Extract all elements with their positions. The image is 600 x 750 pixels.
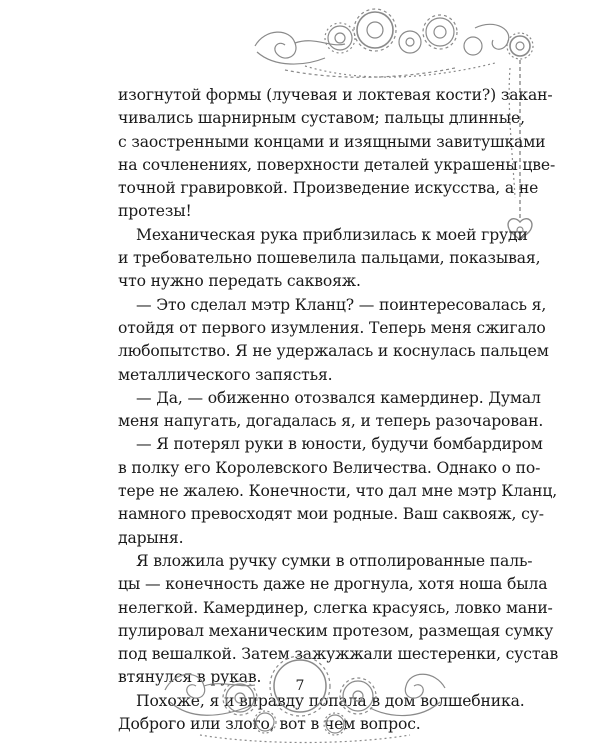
text-line: точной гравировкой. Произведение искусства, а не (118, 179, 539, 198)
text-line: цы — конечность даже не дрогнула, хотя ноша была (118, 575, 548, 594)
text-line: отойдя от первого изумления. Теперь меня сжигало (118, 318, 546, 337)
paragraph (118, 84, 556, 224)
body-text (118, 84, 559, 736)
text-line: — Да, — обиженно отозвался камердинер. Думал (136, 388, 541, 407)
text-line: металлического запястья. (118, 365, 333, 384)
text-line: дарыня. (118, 528, 184, 547)
steampunk-gear-ornament-bottom (160, 640, 450, 750)
text-line: что нужно передать саквояж. (118, 272, 361, 291)
text-line: под вешалкой. Затем зажужжали шестеренки, сустав (118, 645, 559, 664)
text-line: втянулся в рукав. (118, 668, 262, 687)
text-line: Доброго или злого, вот в чем вопрос. (118, 715, 421, 734)
text-line: Похоже, я и вправду попала в дом волшебника. (136, 691, 525, 710)
text-line: на сочленениях, поверхности деталей украшены цве- (118, 155, 556, 174)
text-line: меня напугать, догадалась я, и теперь разочарован. (118, 412, 544, 431)
paragraph (118, 387, 544, 434)
paragraph (118, 224, 541, 294)
text-line: — Это сделал мэтр Кланц? — поинтересовалась я, (136, 295, 547, 314)
text-line: любопытство. Я не удержалась и коснулась пальцем (118, 342, 549, 361)
text-line: чивались шарнирным суставом; пальцы длинные, (118, 109, 525, 128)
page-number: 7 (295, 678, 305, 694)
text-line: тере не жалею. Конечности, что дал мне мэтр Кланц, (118, 482, 558, 501)
text-line: протезы! (118, 202, 192, 221)
text-line: Я вложила ручку сумки в отполированные паль- (136, 551, 533, 570)
text-line: с заостренными концами и изящными завитушками (118, 132, 546, 151)
text-line: и требовательно пошевелила пальцами, показывая, (118, 249, 541, 268)
text-line: намного превосходят мои родные. Ваш саквояж, су- (118, 505, 544, 524)
text-line: Механическая рука приблизилась к моей груди (136, 225, 528, 244)
paragraph (118, 294, 549, 387)
paragraph (118, 433, 558, 549)
text-line: в полку его Королевского Величества. Однако о по- (118, 458, 541, 477)
text-line: — Я потерял руки в юности, будучи бомбардиром (136, 435, 543, 454)
text-line: пулировал механическим протезом, размещая сумку (118, 621, 554, 640)
text-line: нелегкой. Камердинер, слегка красуясь, ловко мани- (118, 598, 553, 617)
text-line: изогнутой формы (лучевая и локтевая кости?) закан- (118, 86, 553, 104)
